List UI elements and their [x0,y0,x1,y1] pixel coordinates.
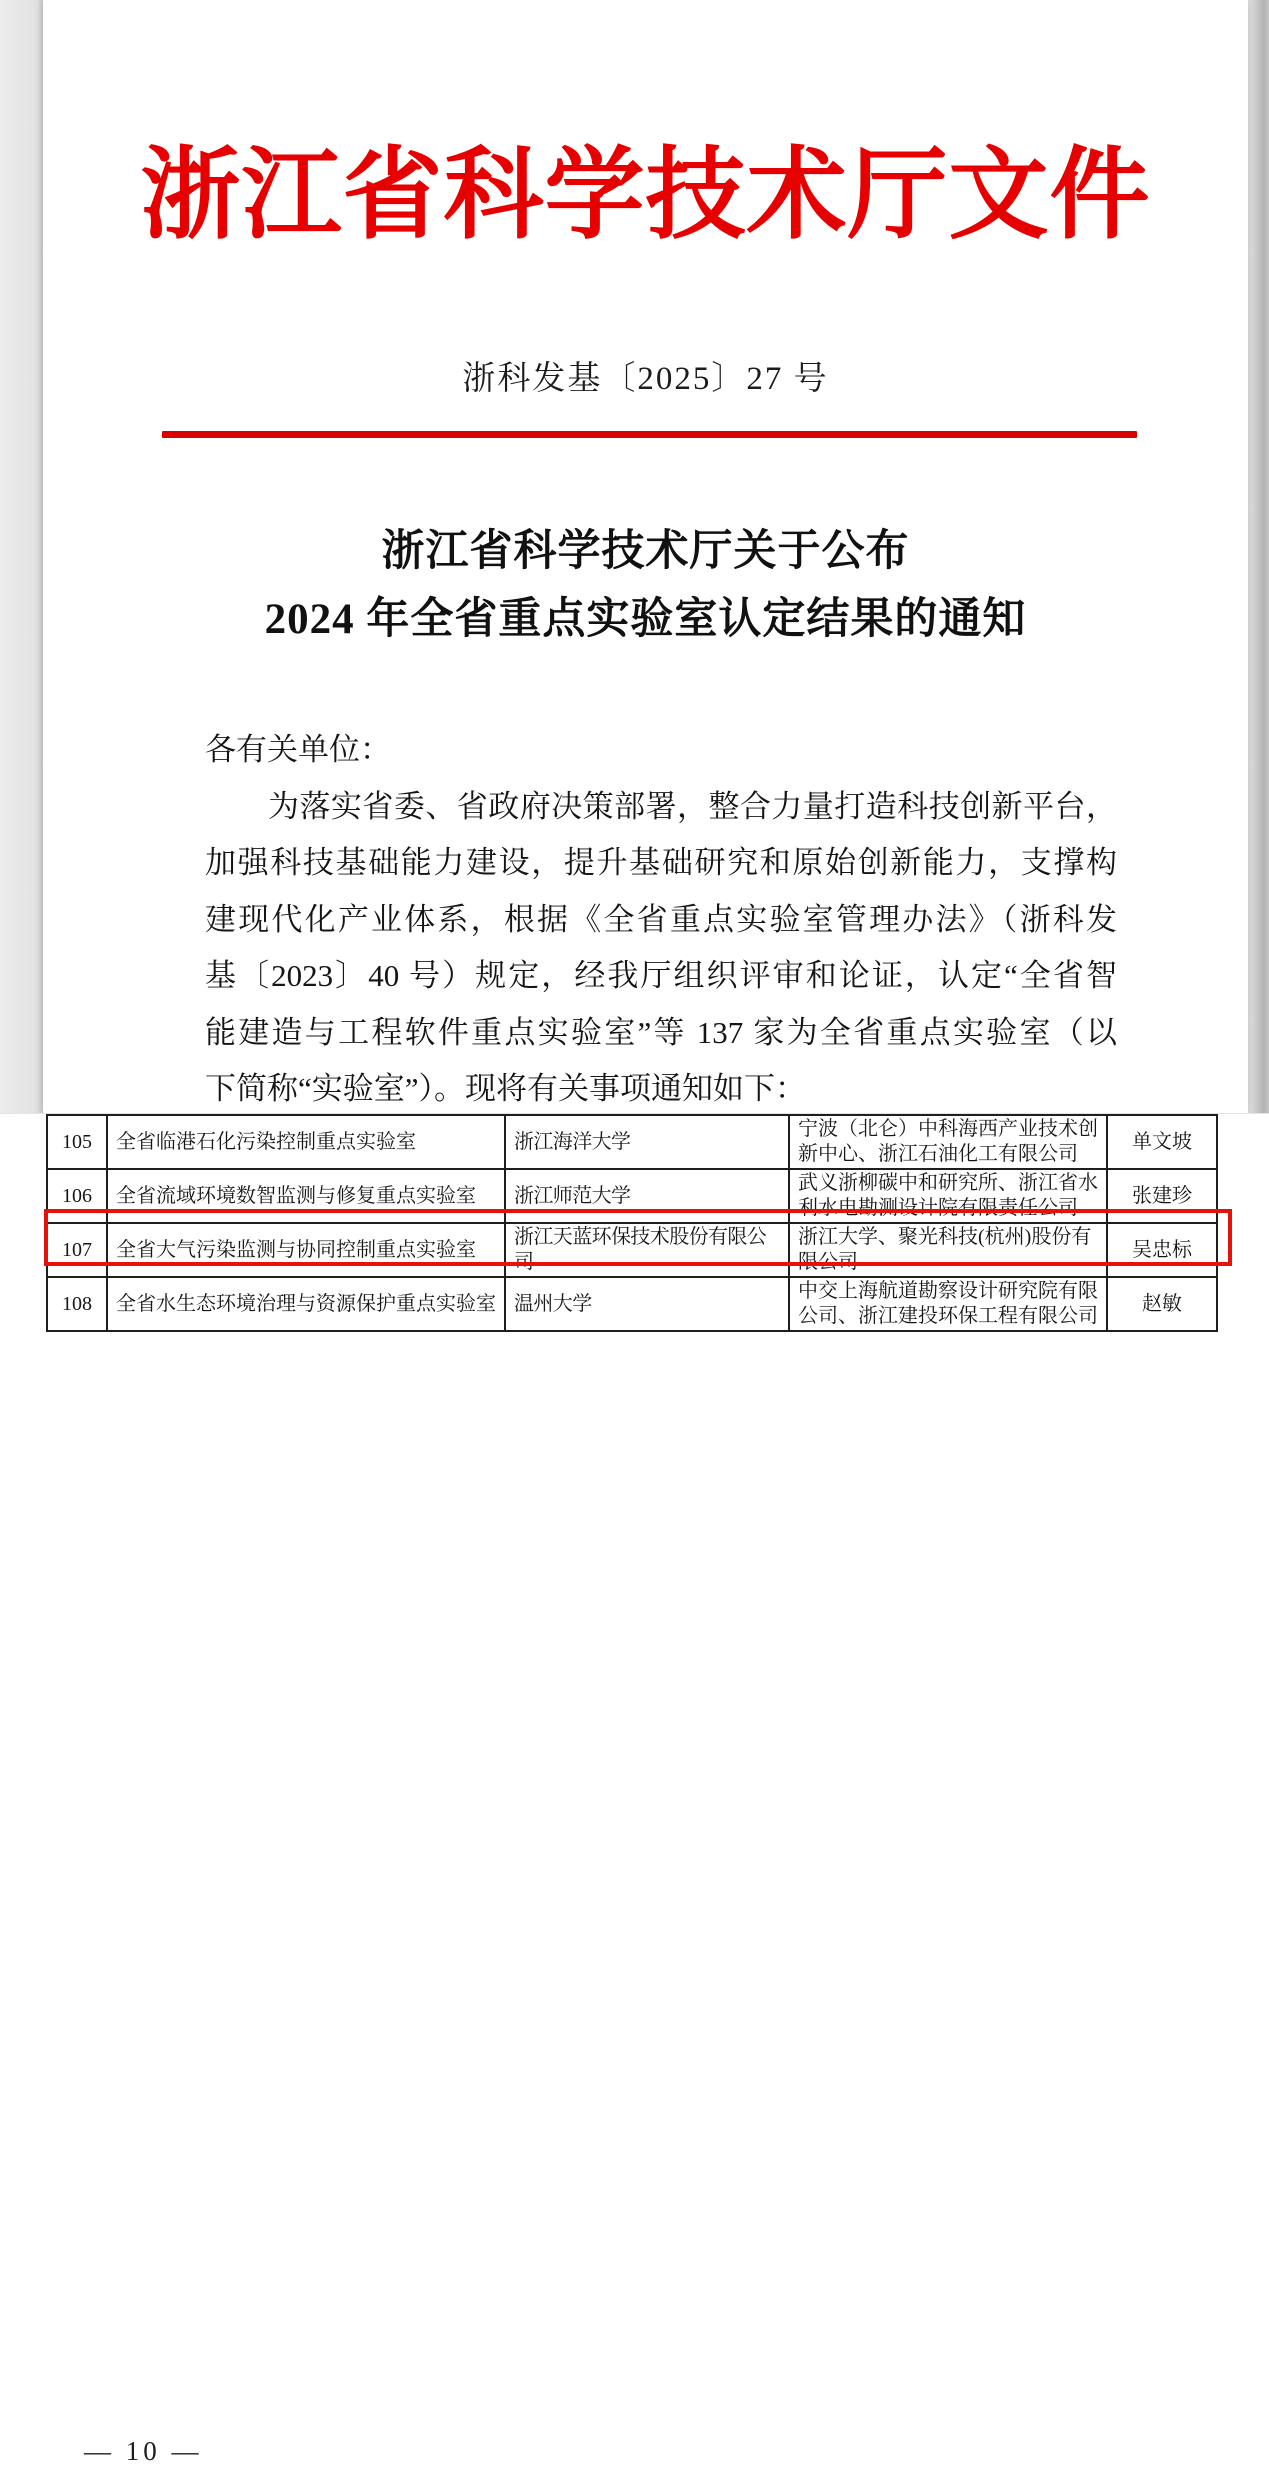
cell-row-number: 106 [47,1169,107,1223]
cell-row-number: 105 [47,1115,107,1169]
body-text [205,722,1117,1118]
table-section [0,1113,1269,2466]
cell-person: 吴忠标 [1107,1223,1217,1277]
scanner-background-right [1248,0,1269,1113]
cell-partners: 宁波（北仑）中科海西产业技术创新中心、浙江石油化工有限公司 [789,1115,1107,1169]
body-line: 能建造与工程软件重点实验室”等 137 家为全省重点实验室（以 [205,1014,1117,1050]
red-separator-rule [162,431,1137,438]
body-line: 加强科技基础能力建设，提升基础研究和原始创新能力，支撑构 [205,845,1117,880]
document-number: 浙科发基〔2025〕27 号 [462,361,829,397]
notice-title-line-2: 2024 年全省重点实验室认定结果的通知 [264,596,1027,643]
page-number: — 10 — [84,2436,203,2466]
letterhead-title: 浙江省科学技术厅文件 [140,140,1151,251]
cell-person: 张建珍 [1107,1169,1217,1223]
body-line: 为落实省委、省政府决策部署，整合力量打造科技创新平台， [268,788,1117,824]
cell-institution: 温州大学 [505,1277,789,1331]
cell-person: 单文坡 [1107,1115,1217,1169]
cell-partners: 武义浙柳碳中和研究所、浙江省水利水电勘测设计院有限责任公司 [789,1169,1107,1223]
body-line: 下简称“实验室”）。现将有关事项通知如下： [205,1071,807,1106]
table-row [47,1277,1217,1331]
scanner-background-left [0,0,43,1113]
red-highlight-box [44,1209,1232,1266]
cell-partners: 浙江大学、聚光科技(杭州)股份有限公司 [789,1223,1107,1277]
cell-institution: 浙江海洋大学 [505,1115,789,1169]
cell-row-number: 108 [47,1277,107,1331]
cell-institution: 浙江天蓝环保技术股份有限公司 [505,1223,789,1277]
document-page [43,0,1248,1113]
body-line: 基〔2023〕40 号）规定，经我厅组织评审和论证，认定“全省智 [205,958,1117,993]
cell-lab-name: 全省临港石化污染控制重点实验室 [107,1115,505,1169]
salutation: 各有关单位： [205,732,391,767]
cell-row-number: 107 [47,1223,107,1277]
cell-lab-name: 全省流域环境数智监测与修复重点实验室 [107,1169,505,1223]
notice-title-line-1: 浙江省科学技术厅关于公布 [381,528,910,575]
table-row [47,1115,1217,1169]
body-line: 建现代化产业体系，根据《全省重点实验室管理办法》（浙科发 [205,901,1117,937]
notice-title [43,518,1248,654]
cell-lab-name: 全省大气污染监测与协同控制重点实验室 [107,1223,505,1277]
cell-person: 赵敏 [1107,1277,1217,1331]
cell-lab-name: 全省水生态环境治理与资源保护重点实验室 [107,1277,505,1331]
cell-partners: 中交上海航道勘察设计研究院有限公司、浙江建投环保工程有限公司 [789,1277,1107,1331]
cell-institution: 浙江师范大学 [505,1169,789,1223]
